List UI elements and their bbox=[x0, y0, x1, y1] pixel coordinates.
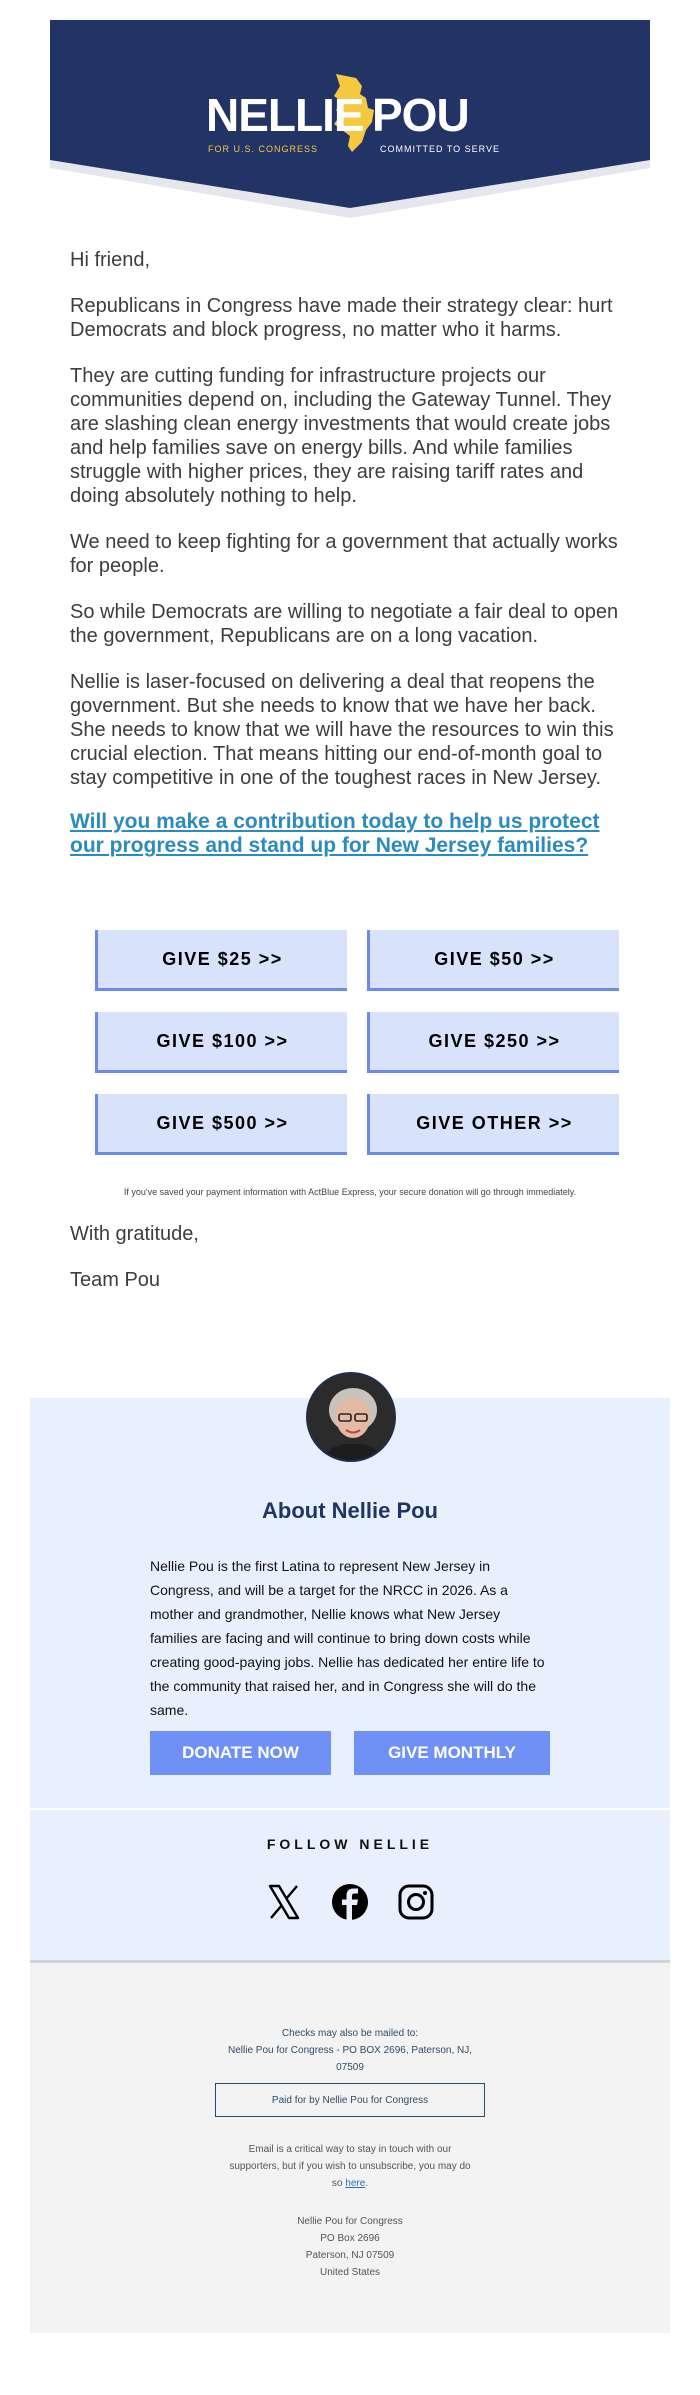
unsubscribe-line bbox=[30, 2175, 670, 2192]
paid-for-disclaimer: Paid for by Nellie Pou for Congress bbox=[215, 2083, 485, 2117]
logo bbox=[50, 72, 650, 152]
letter-paragraph: Nellie is laser-focused on delivering a deal that reopens the government. But she needs to know that we have her back. She needs to know that we will have the resources to win this crucial election. That means hitting our end-of-month goal to stay competitive in one of the toughest races in New Jersey. bbox=[70, 671, 614, 789]
about-title: About Nellie Pou bbox=[262, 1498, 438, 1523]
give-250-button[interactable]: GIVE $250 >> bbox=[367, 1012, 619, 1073]
footer bbox=[30, 1963, 670, 2333]
logo-tagline-right: COMMITTED TO SERVE bbox=[380, 144, 501, 154]
unsubscribe-prefix: so bbox=[331, 2178, 346, 2189]
address-line: Nellie Pou for Congress bbox=[297, 2216, 403, 2227]
checks-line: Checks may also be mailed to: bbox=[281, 2028, 419, 2039]
x-icon[interactable] bbox=[264, 1882, 304, 1922]
unsubscribe-text bbox=[30, 2141, 670, 2192]
unsubscribe-line: Email is a critical way to stay in touch with our bbox=[248, 2144, 452, 2155]
letter-body bbox=[70, 248, 630, 858]
letter-paragraph: They are cutting funding for infrastructure projects our communities depend on, including the Gateway Tunnel. They are slashing clean energy investments that would create jobs and help families save on energy bills. And while families struggle with higher prices, they are raising tariff rates and doing absolutely nothing to help. bbox=[70, 365, 612, 507]
signature: Team Pou bbox=[70, 1269, 161, 1291]
give-25-button[interactable]: GIVE $25 >> bbox=[95, 930, 347, 991]
avatar bbox=[306, 1372, 396, 1462]
donate-now-button[interactable]: DONATE NOW bbox=[150, 1731, 331, 1775]
greeting: Hi friend, bbox=[70, 249, 151, 271]
unsubscribe-line: supporters, but if you wish to unsubscribe, you may do bbox=[229, 2161, 471, 2172]
checks-address-line: Nellie Pou for Congress - PO BOX 2696, Paterson, NJ, bbox=[228, 2045, 472, 2056]
checks-zip-line: 07509 bbox=[336, 2062, 364, 2073]
header-banner bbox=[50, 20, 650, 220]
give-500-button[interactable]: GIVE $500 >> bbox=[95, 1094, 347, 1155]
about-text: Nellie Pou is the first Latina to represent New Jersey in Congress, and will be a target for the NRCC in 2026. As a mother and grandmother, Nellie knows what New Jersey families are facing and will continue to bring down costs while creating good-paying jobs. Nellie has dedicated her entire life to the community that raised her, and in Congress she will do the same. bbox=[150, 1558, 545, 1718]
give-monthly-button[interactable]: GIVE MONTHLY bbox=[354, 1731, 550, 1775]
give-other-button[interactable]: GIVE OTHER >> bbox=[367, 1094, 619, 1155]
address-line: United States bbox=[319, 2267, 381, 2278]
address-line: Paterson, NJ 07509 bbox=[305, 2250, 395, 2261]
unsubscribe-suffix: . bbox=[365, 2178, 369, 2189]
portrait-image bbox=[308, 1374, 396, 1462]
give-50-button[interactable]: GIVE $50 >> bbox=[367, 930, 619, 991]
logo-last-name: POU bbox=[372, 89, 469, 141]
give-100-button[interactable]: GIVE $100 >> bbox=[95, 1012, 347, 1073]
letter-paragraph: Republicans in Congress have made their strategy clear: hurt Democrats and block progress, no matter who it harms. bbox=[70, 295, 613, 341]
logo-first-name: NELLIE bbox=[206, 89, 364, 141]
closing: With gratitude, bbox=[70, 1223, 199, 1245]
logo-tagline-left: FOR U.S. CONGRESS bbox=[208, 144, 319, 154]
follow-title: FOLLOW NELLIE bbox=[266, 1836, 434, 1852]
actblue-note: If you've saved your payment information with ActBlue Express, your secure donation will go through immediately. bbox=[123, 1187, 577, 1197]
instagram-icon[interactable] bbox=[396, 1882, 436, 1922]
address-line: PO Box 2696 bbox=[320, 2233, 380, 2244]
follow-section bbox=[30, 1808, 670, 1960]
letter-paragraph: We need to keep fighting for a government that actually works for people. bbox=[70, 531, 618, 577]
signoff bbox=[70, 1222, 199, 1314]
contribution-link[interactable]: Will you make a contribution today to help us protect our progress and stand up for New Jersey families? bbox=[70, 810, 600, 857]
unsubscribe-link[interactable]: here bbox=[345, 2178, 366, 2189]
facebook-icon[interactable] bbox=[330, 1882, 370, 1922]
mailing-address bbox=[30, 2213, 670, 2281]
letter-paragraph: So while Democrats are willing to negotiate a fair deal to open the government, Republicans are on a long vacation. bbox=[70, 601, 619, 647]
